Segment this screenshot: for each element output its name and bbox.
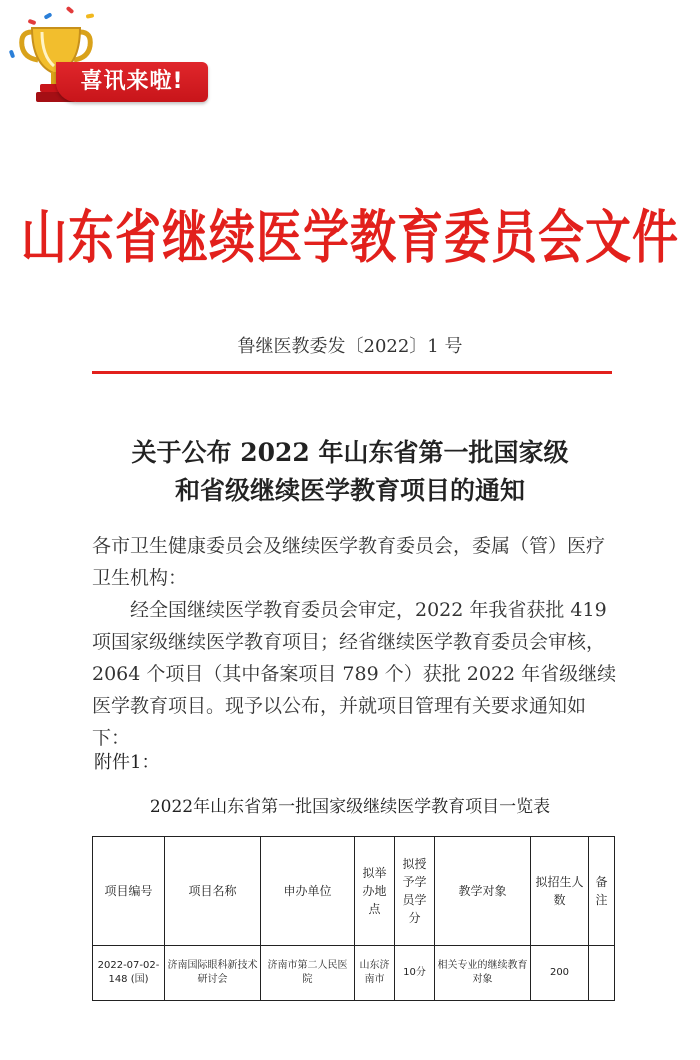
header-organizer: 申办单位: [261, 837, 355, 946]
cell-organizer: 济南市第二人民医院: [261, 946, 355, 1001]
salutation-paragraph: 各市卫生健康委员会及继续医学教育委员会，委属（管）医疗卫生机构：: [92, 535, 606, 589]
body-paragraph: 经全国继续医学教育委员会审定，2022 年我省获批 419 项国家级继续医学教育项目；经省继续医学教育委员会审核，2064 个项目（其中备案项目 789 个）获批 2022 年省级继续医学教育项目。现予以公布，并就项目管理有关要求通知如下：: [92, 599, 617, 749]
issuing-authority-title: 山东省继续医学教育委员会文件: [21, 203, 679, 271]
table-row: [93, 946, 615, 1001]
cell-remark: [589, 946, 615, 1001]
header-project-name: 项目名称: [165, 837, 261, 946]
confetti-decoration: [86, 13, 95, 18]
notice-title-line-2: 和省级继续医学教育项目的通知: [174, 476, 525, 505]
cell-project-name: 济南国际眼科新技术研讨会: [165, 946, 261, 1001]
header-remark: 备注: [589, 837, 615, 946]
project-table: [92, 836, 615, 1001]
notice-title: [0, 434, 700, 510]
cell-enrollment: 200: [531, 946, 589, 1001]
news-badge: [0, 0, 230, 120]
header-credits: 拟授予学员学分: [395, 837, 435, 946]
header-project-code: 项目编号: [93, 837, 165, 946]
header-enrollment: 拟招生人数: [531, 837, 589, 946]
header-location: 拟举办地点: [355, 837, 395, 946]
table-header-row: [93, 837, 615, 946]
table-title: 2022年山东省第一批国家级继续医学教育项目一览表: [149, 797, 551, 817]
cell-audience: 相关专业的继续教育对象: [435, 946, 531, 1001]
confetti-decoration: [9, 50, 15, 59]
confetti-decoration: [44, 12, 53, 19]
badge-label: 喜讯来啦!: [56, 62, 208, 102]
red-divider: [92, 371, 612, 374]
notice-title-line-1: 关于公布 2022 年山东省第一批国家级: [131, 438, 569, 467]
cell-project-code: 2022-07-02-148 (国): [93, 946, 165, 1001]
attachment-label: 附件1：: [94, 752, 160, 773]
header-audience: 教学对象: [435, 837, 531, 946]
confetti-decoration: [66, 6, 75, 14]
document-number: 鲁继医教委发〔2022〕1 号: [237, 336, 463, 357]
cell-credits: 10分: [395, 946, 435, 1001]
cell-location: 山东济南市: [355, 946, 395, 1001]
